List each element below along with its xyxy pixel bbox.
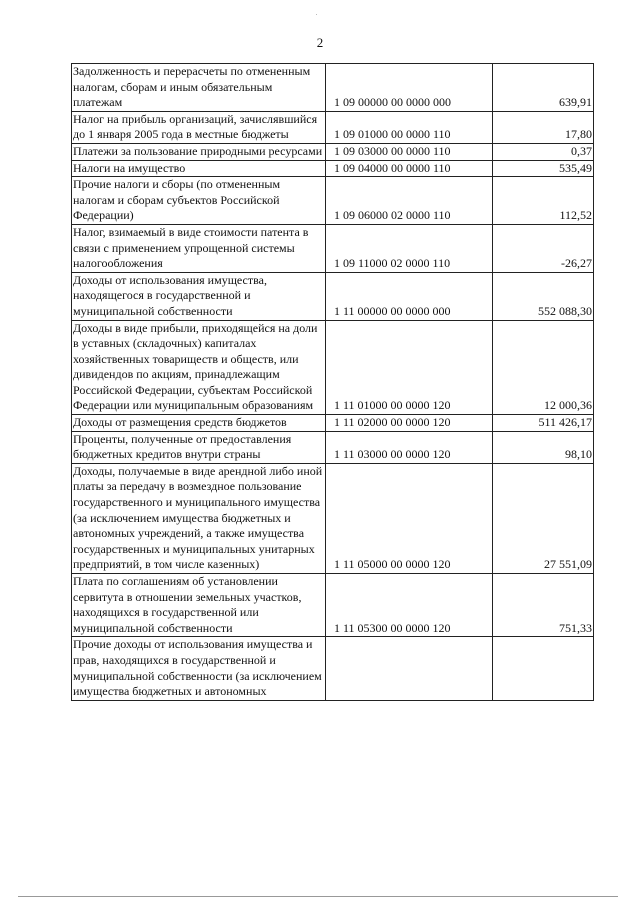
row-code-cell: 1 09 11000 02 0000 110	[326, 224, 493, 272]
row-sum-cell: 112,52	[493, 177, 594, 225]
row-name-cell: Платежи за пользование природными ресурсами	[72, 143, 326, 160]
page-number: 2	[316, 35, 324, 50]
row-code-cell: 1 09 03000 00 0000 110	[326, 143, 493, 160]
row-code-cell: 1 11 03000 00 0000 120	[326, 431, 493, 463]
row-sum-cell	[493, 637, 594, 700]
row-sum-cell: 12 000,36	[493, 320, 594, 415]
row-name-cell: Налоги на имущество	[72, 160, 326, 177]
table-row	[72, 272, 594, 320]
row-code-cell: 1 11 01000 00 0000 120	[326, 320, 493, 415]
row-name-cell: Доходы от использования имущества, находящегося в государственной и муниципальной собственности	[72, 272, 326, 320]
row-sum-cell: 27 551,09	[493, 463, 594, 573]
row-name-cell: Прочие налоги и сборы (по отмененным налогам и сборам субъектов Российской Федерации)	[72, 177, 326, 225]
row-sum-cell: 751,33	[493, 574, 594, 637]
row-sum-cell: 535,49	[493, 160, 594, 177]
row-sum-cell: 639,91	[493, 64, 594, 112]
row-code-cell: 1 11 02000 00 0000 120	[326, 415, 493, 432]
revenue-table-body	[72, 64, 594, 701]
row-name-cell: Налог, взимаемый в виде стоимости патента в связи с применением упрощенной системы налогообложения	[72, 224, 326, 272]
row-code-cell: 1 09 06000 02 0000 110	[326, 177, 493, 225]
row-code-cell: 1 11 05000 00 0000 120	[326, 463, 493, 573]
table-row	[72, 320, 594, 415]
row-sum-cell: 511 426,17	[493, 415, 594, 432]
row-code-cell: 1 11 05300 00 0000 120	[326, 574, 493, 637]
row-name-cell: Задолженность и перерасчеты по отмененным налогам, сборам и иным обязательным платежам	[72, 64, 326, 112]
row-name-cell: Доходы от размещения средств бюджетов	[72, 415, 326, 432]
table-row	[72, 177, 594, 225]
table-row	[72, 574, 594, 637]
row-code-cell: 1 09 01000 00 0000 110	[326, 111, 493, 143]
row-sum-cell: 0,37	[493, 143, 594, 160]
row-name-cell: Налог на прибыль организаций, зачислявшийся до 1 января 2005 года в местные бюджеты	[72, 111, 326, 143]
row-code-cell: 1 11 00000 00 0000 000	[326, 272, 493, 320]
scan-speck	[316, 14, 317, 15]
row-name-cell: Проценты, полученные от предоставления бюджетных кредитов внутри страны	[72, 431, 326, 463]
table-row	[72, 160, 594, 177]
row-code-cell: 1 09 04000 00 0000 110	[326, 160, 493, 177]
row-sum-cell: 17,80	[493, 111, 594, 143]
table-row	[72, 415, 594, 432]
row-code-cell	[326, 637, 493, 700]
row-name-cell: Доходы, получаемые в виде арендной либо иной платы за передачу в возмездное пользование государственного и муниципального имущества (за исключением имущества бюджетных и автономных учреждений, а также имущества государственных и муниципальных унитарных предприятий, в том числе казенных)	[72, 463, 326, 573]
row-name-cell: Прочие доходы от использования имущества и прав, находящихся в государственной и муниципальной собственности (за исключением имущества бюджетных и автономных	[72, 637, 326, 700]
bottom-rule	[18, 896, 618, 897]
table-row	[72, 111, 594, 143]
row-code-cell: 1 09 00000 00 0000 000	[326, 64, 493, 112]
table-row	[72, 224, 594, 272]
row-sum-cell: 552 088,30	[493, 272, 594, 320]
table-row	[72, 431, 594, 463]
row-name-cell: Плата по соглашениям об установлении сервитута в отношении земельных участков, находящихся в государственной или муниципальной собственности	[72, 574, 326, 637]
table-row	[72, 637, 594, 700]
table-row	[72, 463, 594, 573]
table-row	[72, 64, 594, 112]
table-row	[72, 143, 594, 160]
revenue-table	[71, 63, 594, 701]
row-name-cell: Доходы в виде прибыли, приходящейся на доли в уставных (складочных) капиталах хозяйственных товариществ и обществ, или дивидендов по акциям, принадлежащим Российской Федерации, субъектам Российской Федерации или муниципальным образованиям	[72, 320, 326, 415]
row-sum-cell: -26,27	[493, 224, 594, 272]
row-sum-cell: 98,10	[493, 431, 594, 463]
